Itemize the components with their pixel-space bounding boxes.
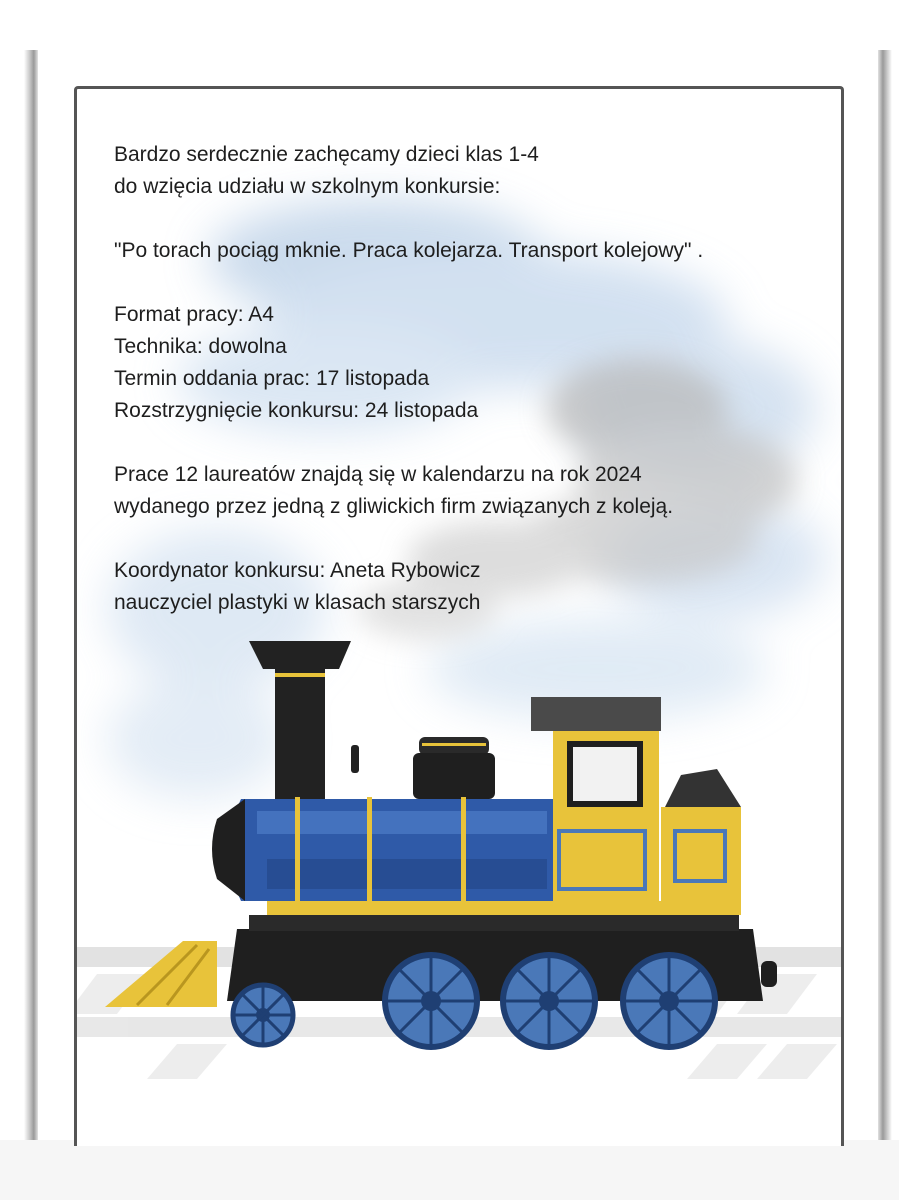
technique-detail: Technika: dowolna: [114, 335, 287, 358]
contest-poster: [74, 86, 844, 1146]
steam-locomotive-icon: [77, 89, 844, 1146]
results-detail: Rozstrzygnięcie konkursu: 24 listopada: [114, 399, 479, 422]
intro-line-1: Bardzo serdecznie zachęcamy dzieci klas 1-4: [114, 143, 539, 166]
deadline-detail: Termin oddania prac: 17 listopada: [114, 367, 430, 390]
steam-dome: [413, 737, 495, 799]
right-page-edge: [878, 50, 892, 1140]
cab: [531, 697, 741, 901]
left-page-edge: [24, 50, 38, 1140]
coordinator-line-2: nauczyciel plastyki w klasach starszych: [114, 591, 481, 614]
prize-line-1: Prace 12 laureatów znajdą się w kalendarzu na rok 2024: [114, 463, 642, 486]
prize-line-2: wydanego przez jedną z gliwickich firm związanych z koleją.: [114, 495, 674, 518]
intro-line-2: do wzięcia udziału w szkolnym konkursie:: [114, 175, 501, 198]
coordinator-line-1: Koordynator konkursu: Aneta Rybowicz: [114, 559, 481, 582]
bottom-band: [0, 1140, 899, 1200]
format-detail: Format pracy: A4: [114, 303, 274, 326]
chimney: [249, 641, 351, 799]
contest-title: "Po torach pociąg mknie. Praca kolejarza. Transport kolejowy" .: [114, 239, 704, 262]
boiler: [212, 797, 559, 903]
